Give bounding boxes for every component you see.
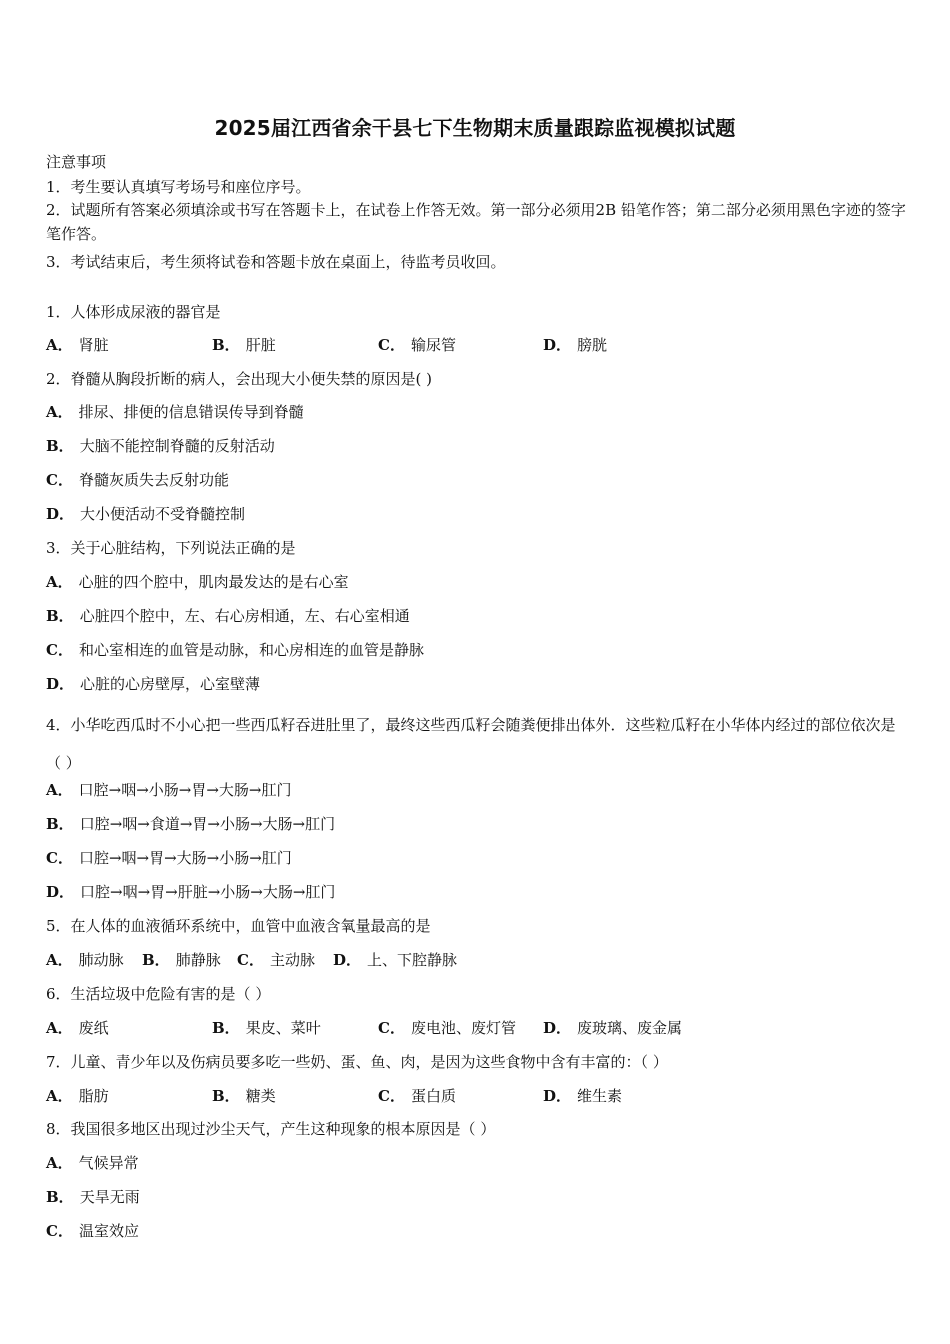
option: B． 肝脏: [212, 336, 276, 354]
question-stem: 1．人体形成尿液的器官是: [46, 303, 221, 321]
option: C． 脊髓灰质失去反射功能: [46, 471, 229, 489]
option: C． 输尿管: [378, 336, 456, 354]
option: D． 口腔→咽→胃→肝脏→小肠→大肠→肛门: [46, 883, 336, 901]
option: A． 肺动脉: [46, 951, 124, 969]
option: B． 心脏四个腔中，左、右心房相通，左、右心室相通: [46, 607, 410, 625]
option: C． 口腔→咽→胃→大肠→小肠→肛门: [46, 849, 292, 867]
question-stem: 3．关于心脏结构，下列说法正确的是: [46, 539, 296, 557]
option: B． 大脑不能控制脊髓的反射活动: [46, 437, 275, 455]
notice-heading: 注意事项: [46, 153, 107, 171]
notice-item: 3．考试结束后，考生须将试卷和答题卡放在桌面上，待监考员收回。: [46, 253, 506, 271]
option: D． 维生素: [543, 1087, 623, 1105]
option: C． 和心室相连的血管是动脉，和心房相连的血管是静脉: [46, 641, 424, 659]
option: B． 天旱无雨: [46, 1188, 140, 1206]
page-title: 2025届江西省余干县七下生物期末质量跟踪监视模拟试题: [214, 116, 736, 140]
option: D． 大小便活动不受脊髓控制: [46, 505, 246, 523]
question-stem: 2．脊髓从胸段折断的病人，会出现大小便失禁的原因是( ): [46, 370, 433, 388]
option: B． 肺静脉: [142, 951, 221, 969]
option: D． 心脏的心房壁厚，心室壁薄: [46, 675, 261, 693]
question-stem: 4．小华吃西瓜时不小心把一些西瓜籽吞进肚里了，最终这些西瓜籽会随粪便排出体外．这些粒瓜籽在小华体内经过的部位依次是（ ）: [46, 716, 896, 772]
option: A． 口腔→咽→小肠→胃→大肠→肛门: [46, 781, 292, 799]
option: A． 心脏的四个腔中，肌肉最发达的是右心室: [46, 573, 349, 591]
option: B． 口腔→咽→食道→胃→小肠→大肠→肛门: [46, 815, 336, 833]
question-stem: 8．我国很多地区出现过沙尘天气，产生这种现象的根本原因是（ ）: [46, 1120, 496, 1138]
option: B． 糖类: [212, 1087, 276, 1105]
option: B． 果皮、菜叶: [212, 1019, 321, 1037]
option: C． 废电池、废灯管: [378, 1019, 516, 1037]
option: A． 排尿、排便的信息错误传导到脊髓: [46, 403, 304, 421]
option: D． 废玻璃、废金属: [543, 1019, 683, 1037]
option: A． 脂肪: [46, 1087, 109, 1105]
option: A． 气候异常: [46, 1154, 139, 1172]
notice-item: 1．考生要认真填写考场号和座位序号。: [46, 178, 311, 196]
notice-item: 2．试题所有答案必须填涂或书写在答题卡上，在试卷上作答无效。第一部分必须用2B 铅笔作答；第二部分必须用黑色字迹的签字笔作答。: [46, 201, 906, 243]
option: C． 主动脉: [237, 951, 315, 969]
option: A． 废纸: [46, 1019, 109, 1037]
question-stem: 6．生活垃圾中危险有害的是（ ）: [46, 985, 271, 1003]
option: C． 温室效应: [46, 1222, 139, 1240]
question-stem: 7．儿童、青少年以及伤病员要多吃一些奶、蛋、鱼、肉，是因为这些食物中含有丰富的：（ ）: [46, 1053, 668, 1071]
option: C． 蛋白质: [378, 1087, 456, 1105]
question-stem: 5．在人体的血液循环系统中，血管中血液含氧量最高的是: [46, 917, 431, 935]
option: D． 上、下腔静脉: [333, 951, 458, 969]
option: D． 膀胱: [543, 336, 608, 354]
option: A． 肾脏: [46, 336, 109, 354]
